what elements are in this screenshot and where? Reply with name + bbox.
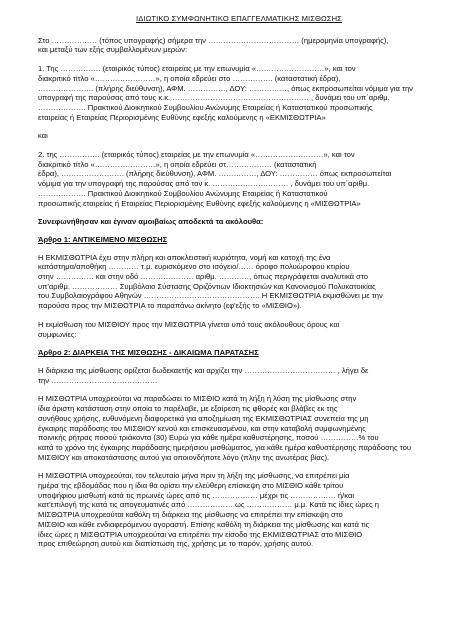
text-line: ίδια άριστη κατάσταση στην οποία το παρέλαβε, με εξαίρεση τις φθορές και βλάβες εκ της xyxy=(38,404,338,414)
text-line: ΜΙΣΘΙΟ και κάθε ενδιαφερόμενου αγοραστή. Επίσης καθόλη τη διάρκεια της μίσθωσης και κατά τις xyxy=(38,519,370,529)
text-line: κατ'επιλογή της κατά τις απογευματινές από ……………… ως ……………… μ.μ. Κατά τις ίδιες ώρες η xyxy=(38,500,379,510)
text-line: ΜΙΣΘΙΟΥ και αποκατάστασης αυτού για οποιονδήποτε λόγο (πλην της ανωτέρας βίας). xyxy=(38,452,330,462)
text-line: έγκαιρης παράδοσης του ΜΙΣΘΙΟΥ κενού και επισκευασμένου, και στην καταβολή συμφωνημένης xyxy=(38,423,366,433)
article-2-paragraph-3 xyxy=(38,471,440,549)
article-2-heading: Άρθρο 2: ΔΙΑΡΚΕΙΑ ΤΗΣ ΜΙΣΘΩΣΗΣ - ΔΙΚΑΙΩΜΑ ΠΑΡΑΤΑΣΗΣ xyxy=(38,348,259,358)
text-line: του Συμβολαιογράφου Αθηνών ………………………………………. Η ΕΚΜΙΣΘΩΤΡΙΑ εκμισθώνει με την xyxy=(38,291,383,301)
party-1-paragraph xyxy=(38,64,440,122)
text-line: υπογραφή της παρούσας από τους κ.κ. ……………………………………………… , δυνάμει του υπ΄αριθμ. xyxy=(38,93,390,103)
text-line: 2. της ……………. (εταιρικός τύπος) εταιρείας με την επωνυμία «………………………», και τον xyxy=(38,150,355,160)
and-word: και xyxy=(38,131,48,141)
text-line: ίδιες ώρες η ΜΙΣΘΩΤΡΙΑ υποχρεούται να επιτρέπει την είσοδο της ΕΚΜΙΣΘΩΤΡΙΑΣ στο ΜΙΣΘΙΟ xyxy=(38,529,363,539)
text-line: υποψήφιου μισθωτή κατά τις πρωινές ώρες από τις ……………… μέχρι τις ……………… ή/και xyxy=(38,490,355,500)
intro-paragraph xyxy=(38,36,440,55)
text-line: ποινικής ρήτρας ποσού τριάκοντα (30) Ευρώ για κάθε ημέρα καθυστέρησης, ποσού ……………% του xyxy=(38,433,379,443)
text-line: στην …………… και στην οδό ………………… αριθμ. …………, όπως περιγράφεται αναλυτικά στο xyxy=(38,272,368,282)
text-line: Η διάρκεια της μίσθωσης ορίζεται δωδεκαετής και αρχίζει την ……………………………… , λήγει δε xyxy=(38,365,369,375)
text-line: ………………. Πρακτικού Διοικητικού Συμβουλίου Ανώνυμης Εταιρείας ή Καταστατικού xyxy=(38,188,328,198)
text-line: και μεταξύ των εξής συμβαλλομένων μερών: xyxy=(38,45,188,55)
text-line: Στο ……………… (τόπος υπογραφής) σήμερα την ……………………………… (ημερομηνία υπογραφής), xyxy=(38,35,389,45)
article-2-paragraph-1 xyxy=(38,366,440,385)
text-line: Η ΕΚΜΙΣΘΩΤΡΙΑ έχει στην πλήρη και αποκλειστική κυριότητα, νομή και κατοχή της ένα xyxy=(38,252,331,262)
text-line: Η ΜΙΣΘΩΤΡΙΑ υποχρεούται, τον τελευταίο μήνα πριν τη λήξη της μίσθωσης, να επιτρέπει μία xyxy=(38,471,350,481)
text-line: Η ΜΙΣΘΩΤΡΙΑ υποχρεούται να παραδώσει το ΜΙΣΘΙΟ κατά τη λήξη ή λύση της μίσθωσης στην xyxy=(38,394,357,404)
article-1-paragraph-2 xyxy=(38,320,440,339)
text-line: προσωπικής εταιρείας ή Εταιρείας Περιορισμένης Ευθύνης εφεξής καλούμενης η «ΜΙΣΘΩΤΡΙΑ» xyxy=(38,198,361,208)
text-line: Η εκμίσθωση του ΜΙΣΘΙΟΥ προς την ΜΙΣΘΩΤΡΙΑ γίνεται υπό τους ακόλουθους όρους και xyxy=(38,319,340,329)
text-line: έδρα), ……………………. (πλήρης διεύθυνση), ΑΦΜ. ……………, ΔΟΥ: …………… όπως εκπροσωπείται xyxy=(38,169,392,179)
text-line: κατά το χρόνο της έγκαιρης παράδοσης ημερήσιου μισθώματος, για κάθε ημέρα καθυστέρησης παράδοσης του xyxy=(38,442,412,452)
text-line: διακριτικό τίτλο «……………………», η οποία εδρεύει στ……………… (καταστατική xyxy=(38,159,317,169)
text-line: ΜΙΣΘΩΤΡΙΑ υποχρεούται καθόλη τη διάρκεια της μίσθωσης να επιτρέπει την επίσκεψη στο xyxy=(38,510,343,520)
text-line: ημέρα της εβδομάδας που η ίδια θα ορίσει την ελεύθερη επίσκεψη στο ΜΙΣΘΙΟ κάθε τρίτου xyxy=(38,481,344,491)
party-2-paragraph xyxy=(38,150,440,208)
text-line: νόμιμα για την υπογραφή της παρούσας από τον κ. ………………………… , δυνάμει του υπ΄αριθμ. xyxy=(38,179,370,189)
text-line: υπ'αριθμ. ……………… Συμβόλαιο Σύστασης Οριζόντιων Ιδιοκτησιών και Κανονισμού Πολυκατοικίας xyxy=(38,281,376,291)
text-line: εταιρείας ή Εταιρείας Περιορισμένης Ευθύνης εφεξής καλούμενης η «ΕΚΜΙΣΘΩΤΡΙΑ» xyxy=(38,112,326,122)
text-line: διακριτικό τίτλο «……………………», η οποία εδρεύει στο ……………. (καταστατική έδρα), xyxy=(38,73,341,83)
text-line: προς επιθεώρηση αυτού και διαπίστωση της, χρήσης με το παρόν, χρήσης αυτού. xyxy=(38,539,314,549)
text-line: την …………………………………… xyxy=(38,375,158,385)
text-line: ………………. Πρακτικού Διοικητικού Συμβουλίου Ανώνυμης Εταιρείας ή Καταστατικού προσωπικής xyxy=(38,102,373,112)
document-title: ΙΔΙΩΤΙΚΟ ΣΥΜΦΩΝΗΤΙΚΟ ΕΠΑΓΓΕΛΜΑΤΙΚΗΣ ΜΙΣΘΩΣΗΣ xyxy=(136,14,342,23)
text-line: συμφωνίες: xyxy=(38,329,77,339)
text-line: παρούσα προς την ΜΙΣΘΩΤΡΙΑ το παραπάνω ακίνητο (εφ'εξής το «ΜΙΣΘΙΟ»). xyxy=(38,301,302,311)
agreed-heading: Συνεφωνήθησαν και έγιναν αμοιβαίως αποδεκτά τα ακόλουθα: xyxy=(38,217,264,227)
article-2-paragraph-2 xyxy=(38,394,440,462)
text-line: 1. Της ……………. (εταιρικός τύπος) εταιρείας με την επωνυμία «………………………», και τον xyxy=(38,64,356,74)
text-line: κατάστημα/αποθήκη ………… τ.μ. ευρισκόμενο στο ισόγειο/…… όροφο πολυώροφου κτιρίου xyxy=(38,262,350,272)
text-line: …………………. (πλήρης διεύθυνση), ΑΦΜ. ……………, ΔΟΥ: ……………, όπως εκπροσωπείται νόμιμα για την xyxy=(38,83,413,93)
article-1-heading: Άρθρο 1: ΑΝΤΙΚΕΙΜΕΝΟ ΜΙΣΘΩΣΗΣ xyxy=(38,234,168,244)
text-line: συνήθους χρήσης, ευθυνόμενη διαφορετικά για αποζημίωση της ΕΚΜΙΣΘΩΤΡΙΑΣ συνεπεία της μη xyxy=(38,413,369,423)
article-1-paragraph-1 xyxy=(38,253,440,311)
